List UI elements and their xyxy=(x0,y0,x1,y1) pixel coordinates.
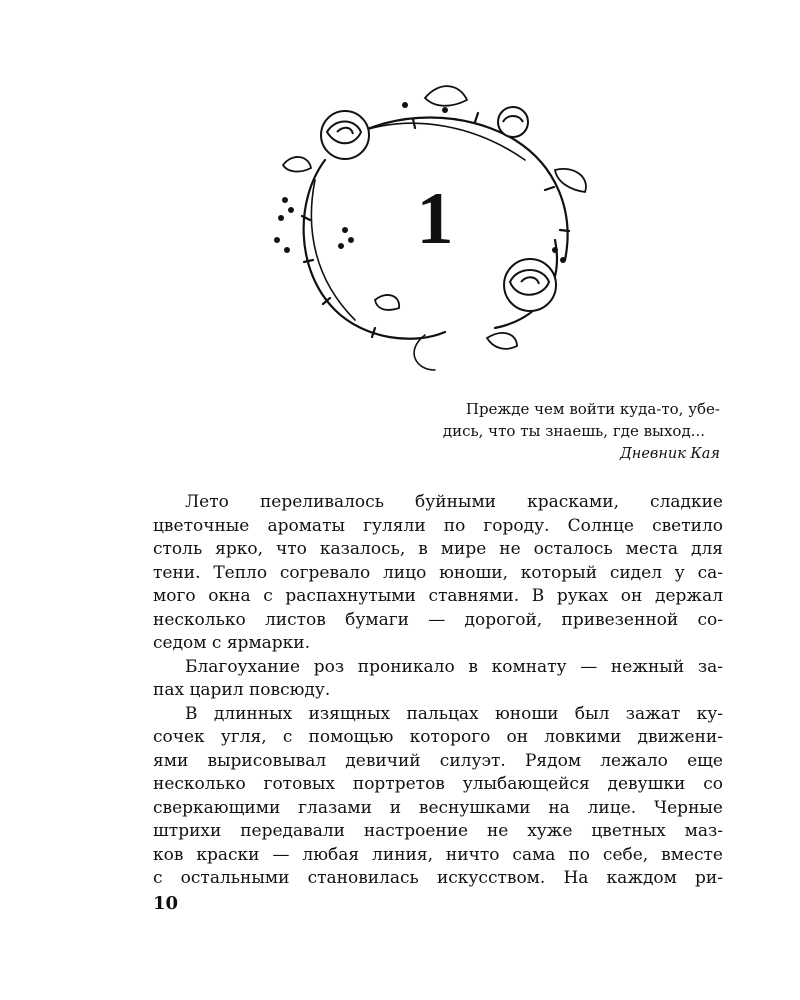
text-line: цветочные ароматы гуляли по городу. Солнце светило xyxy=(153,515,723,536)
epigraph-line-1: Прежде чем войти куда-то, убе- xyxy=(465,400,720,418)
text-line: ков краски — любая линия, ничто сама по себе, вместе xyxy=(153,844,723,865)
text-line: В длинных изящных пальцах юноши был зажат ку- xyxy=(185,703,723,724)
text-line: ями вырисовывал девичий силуэт. Рядом лежало еще xyxy=(153,750,723,771)
text-line: с остальными становилась искусством. На каждом ри- xyxy=(153,868,723,888)
text-line: седом с ярмарки. xyxy=(153,633,311,653)
text-line: сверкающими глазами и веснушками на лице. Черные xyxy=(153,797,723,818)
text-line: пах царил повсюду. xyxy=(153,680,331,700)
page-number: 10 xyxy=(153,893,179,914)
text-line: Благоухание роз проникало в комнату — нежный за- xyxy=(185,656,723,677)
epigraph-line-2: дись, что ты знаешь, где выход... xyxy=(442,422,705,440)
text-line: тени. Тепло согревало лицо юноши, который сидел у са- xyxy=(153,562,723,583)
text-line: мого окна с распахнутыми ставнями. В руках он держал xyxy=(153,586,723,606)
text-line: штрихи передавали настроение не хуже цветных маз- xyxy=(153,821,723,841)
text-line: Лето переливалось буйными красками, сладкие xyxy=(185,492,723,512)
chapter-number: 1 xyxy=(416,178,454,260)
text-line: сочек угля, с помощью которого он ловкими движени- xyxy=(153,727,723,747)
text-line: несколько листов бумаги — дорогой, привезенной со- xyxy=(153,609,723,630)
text-line: несколько готовых портретов улыбающейся девушки со xyxy=(153,774,723,794)
text-line: столь ярко, что казалось, в мире не осталось места для xyxy=(153,539,723,559)
chapter-body xyxy=(153,491,723,891)
epigraph-source: Дневник Кая xyxy=(620,446,720,462)
